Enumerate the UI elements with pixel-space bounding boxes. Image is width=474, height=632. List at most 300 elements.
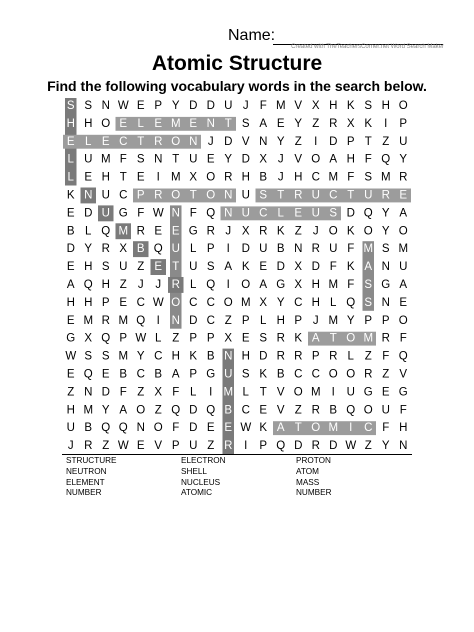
word-list-item: STRUCTURE bbox=[66, 456, 117, 465]
grid-letter: M bbox=[170, 171, 181, 184]
grid-letter: R bbox=[224, 171, 233, 184]
grid-letter: O bbox=[206, 171, 216, 184]
grid-letter: K bbox=[346, 99, 355, 112]
word-list-item: NUCLEUS bbox=[181, 477, 221, 487]
grid-letter: F bbox=[189, 207, 197, 220]
grid-letter: P bbox=[206, 243, 215, 256]
grid-letter: R bbox=[101, 314, 110, 327]
grid-letter: Y bbox=[381, 207, 390, 220]
grid-letter: M bbox=[275, 99, 286, 112]
grid-letter: P bbox=[364, 314, 373, 327]
grid-letter: H bbox=[241, 171, 250, 184]
grid-letter: Z bbox=[224, 314, 232, 327]
grid-letter: S bbox=[259, 332, 268, 345]
grid-letter: D bbox=[294, 440, 303, 453]
grid-letter: S bbox=[364, 296, 373, 309]
grid-letter: K bbox=[259, 368, 268, 381]
word-list-item: MASS bbox=[296, 477, 320, 487]
grid-letter: G bbox=[206, 368, 216, 381]
grid-letter: J bbox=[312, 314, 319, 327]
grid-letter: M bbox=[83, 404, 94, 417]
word-list-item: ELEMENT bbox=[66, 477, 105, 487]
grid-letter: V bbox=[276, 404, 285, 417]
grid-letter: Q bbox=[118, 422, 128, 435]
grid-letter: A bbox=[259, 278, 268, 291]
grid-letter: E bbox=[66, 135, 75, 148]
grid-letter: U bbox=[241, 189, 250, 202]
grid-letter: C bbox=[364, 422, 373, 435]
grid-letter: S bbox=[101, 350, 110, 363]
grid-letter: P bbox=[311, 350, 320, 363]
grid-letter: L bbox=[330, 296, 337, 309]
grid-letter: Q bbox=[346, 404, 356, 417]
grid-letter: J bbox=[242, 99, 249, 112]
grid-letter: D bbox=[189, 99, 198, 112]
grid-letter: Z bbox=[137, 386, 145, 399]
grid-letter: O bbox=[171, 135, 181, 148]
word-list-item: ATOMIC bbox=[181, 488, 213, 498]
grid-letter: O bbox=[346, 368, 356, 381]
grid-letter: L bbox=[85, 225, 92, 238]
grid-letter: Z bbox=[207, 440, 215, 453]
grid-letter: B bbox=[206, 350, 215, 363]
grid-letter: O bbox=[153, 422, 163, 435]
grid-letter: X bbox=[84, 332, 93, 345]
grid-letter: J bbox=[155, 278, 162, 291]
grid-letter: H bbox=[294, 171, 303, 184]
grid-letter: E bbox=[241, 332, 250, 345]
grid-letter: P bbox=[136, 189, 145, 202]
grid-letter: Q bbox=[136, 314, 146, 327]
grid-letter: J bbox=[312, 225, 319, 238]
grid-letter: R bbox=[399, 171, 408, 184]
grid-letter: F bbox=[119, 386, 127, 399]
grid-letter: N bbox=[206, 117, 215, 130]
grid-letter: L bbox=[260, 314, 267, 327]
grid-letter: H bbox=[66, 296, 75, 309]
grid-letter: E bbox=[154, 117, 163, 130]
grid-letter: M bbox=[328, 314, 339, 327]
grid-letter: P bbox=[101, 296, 110, 309]
grid-letter: G bbox=[276, 278, 286, 291]
grid-letter: V bbox=[241, 135, 250, 148]
grid-letter: O bbox=[328, 368, 338, 381]
grid-letter: L bbox=[347, 350, 354, 363]
grid-letter: A bbox=[399, 207, 408, 220]
grid-letter: N bbox=[224, 350, 233, 363]
grid-letter: E bbox=[399, 189, 408, 202]
grid-letter: T bbox=[347, 189, 355, 202]
grid-letter: Q bbox=[83, 278, 93, 291]
grid-letter: D bbox=[224, 135, 233, 148]
grid-letter: O bbox=[223, 296, 233, 309]
grid-letter: Z bbox=[172, 332, 180, 345]
grid-letter: S bbox=[84, 350, 93, 363]
grid-letter: U bbox=[346, 386, 355, 399]
grid-letter: E bbox=[399, 296, 408, 309]
grid-letter: Q bbox=[206, 404, 216, 417]
grid-letter: O bbox=[328, 225, 338, 238]
grid-letter: E bbox=[259, 261, 268, 274]
grid-letter: U bbox=[399, 261, 408, 274]
grid-letter: E bbox=[66, 207, 75, 220]
grid-letter: I bbox=[331, 386, 335, 399]
grid-letter: B bbox=[66, 225, 75, 238]
grid-letter: F bbox=[382, 422, 390, 435]
grid-letter: H bbox=[381, 99, 390, 112]
grid-letter: L bbox=[277, 207, 284, 220]
grid-letter: D bbox=[346, 207, 355, 220]
grid-letter: N bbox=[399, 440, 408, 453]
grid-letter: D bbox=[101, 386, 110, 399]
found-word-highlight bbox=[63, 135, 201, 149]
grid-letter: O bbox=[241, 278, 251, 291]
grid-letter: Z bbox=[154, 404, 162, 417]
grid-letter: E bbox=[259, 404, 268, 417]
grid-letter: Q bbox=[398, 350, 408, 363]
grid-letter: P bbox=[189, 332, 198, 345]
page-title: Atomic Structure bbox=[151, 52, 323, 75]
grid-letter: E bbox=[154, 261, 163, 274]
grid-letter: C bbox=[119, 135, 128, 148]
grid-letter: G bbox=[66, 332, 76, 345]
grid-letter: F bbox=[329, 261, 337, 274]
grid-letter: S bbox=[241, 117, 250, 130]
grid-letter: E bbox=[101, 368, 110, 381]
grid-letter: A bbox=[399, 278, 408, 291]
grid-letter: G bbox=[398, 386, 408, 399]
grid-letter: S bbox=[364, 99, 373, 112]
grid-letter: I bbox=[226, 243, 230, 256]
grid-letter: L bbox=[155, 332, 162, 345]
grid-letter: D bbox=[276, 261, 285, 274]
grid-letter: K bbox=[346, 225, 355, 238]
grid-letter: O bbox=[311, 422, 321, 435]
grid-letter: F bbox=[119, 153, 127, 166]
grid-letter: R bbox=[364, 368, 373, 381]
grid-letter: Y bbox=[381, 225, 390, 238]
grid-letter: O bbox=[363, 225, 373, 238]
grid-letter: F bbox=[347, 243, 355, 256]
grid-letter: E bbox=[294, 207, 303, 220]
grid-letter: D bbox=[311, 261, 320, 274]
grid-letter: F bbox=[347, 278, 355, 291]
grid-letter: R bbox=[381, 189, 390, 202]
grid-letter: N bbox=[171, 314, 180, 327]
grid-letter: C bbox=[136, 368, 145, 381]
grid-letter: H bbox=[329, 99, 338, 112]
grid-letter: E bbox=[136, 171, 145, 184]
grid-letter: A bbox=[311, 332, 320, 345]
grid-letter: Z bbox=[312, 117, 320, 130]
grid-letter: H bbox=[101, 278, 110, 291]
grid-letter: J bbox=[225, 225, 232, 238]
grid-letter: N bbox=[171, 207, 180, 220]
grid-letter: C bbox=[294, 368, 303, 381]
grid-letter: I bbox=[156, 314, 160, 327]
grid-letter: S bbox=[136, 153, 145, 166]
grid-letter: Q bbox=[346, 296, 356, 309]
grid-letter: S bbox=[364, 278, 373, 291]
grid-letter: L bbox=[190, 278, 197, 291]
grid-letter: N bbox=[294, 243, 303, 256]
grid-letter: K bbox=[276, 225, 285, 238]
grid-letter: E bbox=[171, 225, 180, 238]
grid-letter: U bbox=[259, 243, 268, 256]
grid-letter: U bbox=[241, 207, 250, 220]
grid-letter: G bbox=[363, 386, 373, 399]
grid-letter: A bbox=[259, 117, 268, 130]
grid-letter: M bbox=[170, 117, 181, 130]
grid-letter: Z bbox=[294, 135, 302, 148]
grid-letter: Q bbox=[171, 404, 181, 417]
grid-letter: R bbox=[224, 440, 233, 453]
grid-letter: Y bbox=[346, 314, 355, 327]
grid-letter: C bbox=[119, 189, 128, 202]
grid-letter: C bbox=[189, 296, 198, 309]
grid-letter: V bbox=[399, 368, 408, 381]
grid-letter: D bbox=[84, 207, 93, 220]
grid-letter: J bbox=[137, 278, 144, 291]
grid-letter: Z bbox=[137, 261, 145, 274]
grid-letter: W bbox=[152, 296, 164, 309]
grid-letter: V bbox=[276, 386, 285, 399]
grid-letter: O bbox=[398, 99, 408, 112]
grid-letter: Z bbox=[67, 386, 75, 399]
grid-letter: R bbox=[329, 350, 338, 363]
grid-letter: D bbox=[259, 350, 268, 363]
grid-letter: N bbox=[84, 189, 93, 202]
grid-letter: M bbox=[363, 332, 374, 345]
grid-letter: R bbox=[136, 225, 145, 238]
grid-letter: B bbox=[119, 368, 128, 381]
grid-letter: B bbox=[276, 243, 285, 256]
grid-letter: S bbox=[381, 243, 390, 256]
grid-letter: R bbox=[311, 243, 320, 256]
grid-letter: H bbox=[346, 153, 355, 166]
grid-letter: Z bbox=[382, 368, 390, 381]
grid-letter: Q bbox=[83, 368, 93, 381]
grid-letter: Y bbox=[171, 99, 180, 112]
grid-letter: L bbox=[190, 386, 197, 399]
grid-letter: Y bbox=[84, 243, 93, 256]
grid-letter: S bbox=[84, 99, 93, 112]
grid-letter: O bbox=[398, 225, 408, 238]
instructions: Find the following vocabulary words in the search below. bbox=[47, 78, 427, 94]
grid-letter: L bbox=[67, 153, 74, 166]
grid-letter: U bbox=[311, 207, 320, 220]
grid-letter: N bbox=[381, 296, 390, 309]
grid-letter: S bbox=[206, 261, 215, 274]
grid-letter: Z bbox=[364, 440, 372, 453]
grid-letter: W bbox=[345, 440, 357, 453]
grid-letter: B bbox=[276, 368, 285, 381]
grid-letter: R bbox=[206, 225, 215, 238]
grid-letter: T bbox=[189, 189, 197, 202]
grid-letter: Z bbox=[364, 350, 372, 363]
grid-letter: F bbox=[347, 171, 355, 184]
grid-letter: N bbox=[84, 386, 93, 399]
grid-letter: Z bbox=[119, 278, 127, 291]
grid-letter: T bbox=[172, 261, 180, 274]
grid-letter: V bbox=[294, 153, 303, 166]
grid-letter: R bbox=[276, 350, 285, 363]
grid-letter: I bbox=[349, 422, 353, 435]
grid-letter: U bbox=[189, 261, 198, 274]
grid-letter: M bbox=[83, 314, 94, 327]
highlight-layer bbox=[63, 98, 411, 454]
grid-letter: U bbox=[329, 243, 338, 256]
grid-letter: D bbox=[206, 99, 215, 112]
grid-letter: M bbox=[363, 243, 374, 256]
grid-letter: P bbox=[399, 117, 408, 130]
grid-letter: O bbox=[398, 314, 408, 327]
grid-letter: R bbox=[381, 332, 390, 345]
grid-letter: F bbox=[137, 207, 145, 220]
grid-letter: O bbox=[311, 153, 321, 166]
grid-letter: H bbox=[171, 350, 180, 363]
grid-letter: T bbox=[119, 171, 127, 184]
grid-letter: B bbox=[329, 404, 338, 417]
grid-letter: P bbox=[346, 135, 355, 148]
grid-letter: E bbox=[276, 117, 285, 130]
grid-letter: Y bbox=[294, 117, 303, 130]
grid-letter: M bbox=[118, 225, 129, 238]
grid-letter: U bbox=[66, 422, 75, 435]
grid-letter: A bbox=[66, 278, 75, 291]
grid-letter: T bbox=[172, 153, 180, 166]
grid-letter: Y bbox=[101, 404, 110, 417]
grid-letter: N bbox=[136, 422, 145, 435]
grid-letter: U bbox=[311, 189, 320, 202]
grid-letter: F bbox=[172, 422, 180, 435]
grid-letter: I bbox=[384, 117, 388, 130]
grid-letter: U bbox=[381, 404, 390, 417]
grid-letter: N bbox=[224, 189, 233, 202]
grid-letter: R bbox=[101, 243, 110, 256]
grid-letter: L bbox=[137, 117, 144, 130]
grid-letter: P bbox=[294, 314, 303, 327]
grid-letter: I bbox=[314, 135, 318, 148]
grid-letter: U bbox=[101, 189, 110, 202]
grid-letter: I bbox=[209, 386, 213, 399]
grid-letter: M bbox=[380, 171, 391, 184]
grid-letter: M bbox=[398, 243, 409, 256]
grid-letter: U bbox=[189, 153, 198, 166]
grid-letter: E bbox=[206, 422, 215, 435]
grid-letter: M bbox=[118, 314, 129, 327]
grid-letter: X bbox=[259, 153, 268, 166]
grid-letter: K bbox=[241, 261, 250, 274]
grid-letter: I bbox=[226, 278, 230, 291]
grid-letter: V bbox=[294, 99, 303, 112]
found-word-highlight bbox=[133, 189, 236, 203]
grid-letter: N bbox=[259, 135, 268, 148]
grid-letter: D bbox=[189, 422, 198, 435]
grid-letter: G bbox=[118, 207, 128, 220]
grid-letter: U bbox=[119, 261, 128, 274]
grid-letter: P bbox=[154, 99, 163, 112]
grid-letter: E bbox=[136, 440, 145, 453]
grid-letter: C bbox=[311, 368, 320, 381]
grid-letter: E bbox=[119, 117, 128, 130]
grid-letter: A bbox=[329, 153, 338, 166]
grid-letter: B bbox=[224, 404, 233, 417]
grid-letter: Q bbox=[206, 278, 216, 291]
grid-letter: R bbox=[84, 440, 93, 453]
grid-letter: L bbox=[85, 135, 92, 148]
grid-letter: E bbox=[84, 171, 93, 184]
grid-letter: E bbox=[206, 153, 215, 166]
grid-letter: R bbox=[276, 332, 285, 345]
grid-letter: U bbox=[224, 99, 233, 112]
grid-letter: A bbox=[119, 404, 128, 417]
grid-letter: X bbox=[154, 386, 163, 399]
grid-letter: J bbox=[277, 153, 284, 166]
grid-letter: O bbox=[136, 404, 146, 417]
grid-letter: D bbox=[189, 404, 198, 417]
grid-letter: P bbox=[189, 368, 198, 381]
grid-letter: K bbox=[66, 189, 75, 202]
grid-letter: H bbox=[276, 314, 285, 327]
grid-letter: J bbox=[207, 135, 214, 148]
grid-letter: C bbox=[206, 314, 215, 327]
grid-letter: D bbox=[329, 440, 338, 453]
divider bbox=[62, 454, 412, 455]
grid-letter: U bbox=[101, 207, 110, 220]
grid-letter: P bbox=[119, 332, 128, 345]
word-search-grid bbox=[62, 97, 412, 455]
grid-letter: C bbox=[136, 296, 145, 309]
grid-letter: Q bbox=[381, 153, 391, 166]
grid-letter: R bbox=[294, 350, 303, 363]
found-word-highlight bbox=[223, 349, 235, 454]
grid-letter: X bbox=[119, 243, 128, 256]
grid-letter: X bbox=[259, 296, 268, 309]
grid-letter: F bbox=[382, 350, 390, 363]
grid-letter: W bbox=[117, 440, 129, 453]
grid-letter: Z bbox=[382, 135, 390, 148]
grid-letter: E bbox=[154, 225, 163, 238]
grid-letter: R bbox=[311, 404, 320, 417]
grid-letter: N bbox=[154, 153, 163, 166]
grid-letter: H bbox=[84, 117, 93, 130]
grid-letter: W bbox=[240, 422, 252, 435]
grid-letter: P bbox=[171, 440, 180, 453]
grid-letter: E bbox=[66, 261, 75, 274]
grid-letter: L bbox=[242, 386, 249, 399]
grid-letter: O bbox=[293, 386, 303, 399]
grid-letter: F bbox=[259, 99, 267, 112]
grid-letter: T bbox=[137, 135, 145, 148]
word-list-item: ATOM bbox=[296, 466, 319, 476]
grid-letter: R bbox=[154, 135, 163, 148]
grid-letter: A bbox=[224, 261, 233, 274]
grid-letter: F bbox=[399, 332, 407, 345]
grid-letter: S bbox=[364, 171, 373, 184]
grid-letter: M bbox=[328, 171, 339, 184]
grid-letter: H bbox=[84, 261, 93, 274]
grid-letter: N bbox=[224, 207, 233, 220]
grid-letter: E bbox=[119, 296, 128, 309]
grid-letter: X bbox=[311, 99, 320, 112]
word-list-item: PROTON bbox=[296, 456, 331, 465]
grid-letter: S bbox=[259, 189, 268, 202]
grid-letter: C bbox=[241, 404, 250, 417]
grid-letter: O bbox=[101, 117, 111, 130]
grid-letter: E bbox=[66, 314, 75, 327]
grid-letter: H bbox=[241, 350, 250, 363]
